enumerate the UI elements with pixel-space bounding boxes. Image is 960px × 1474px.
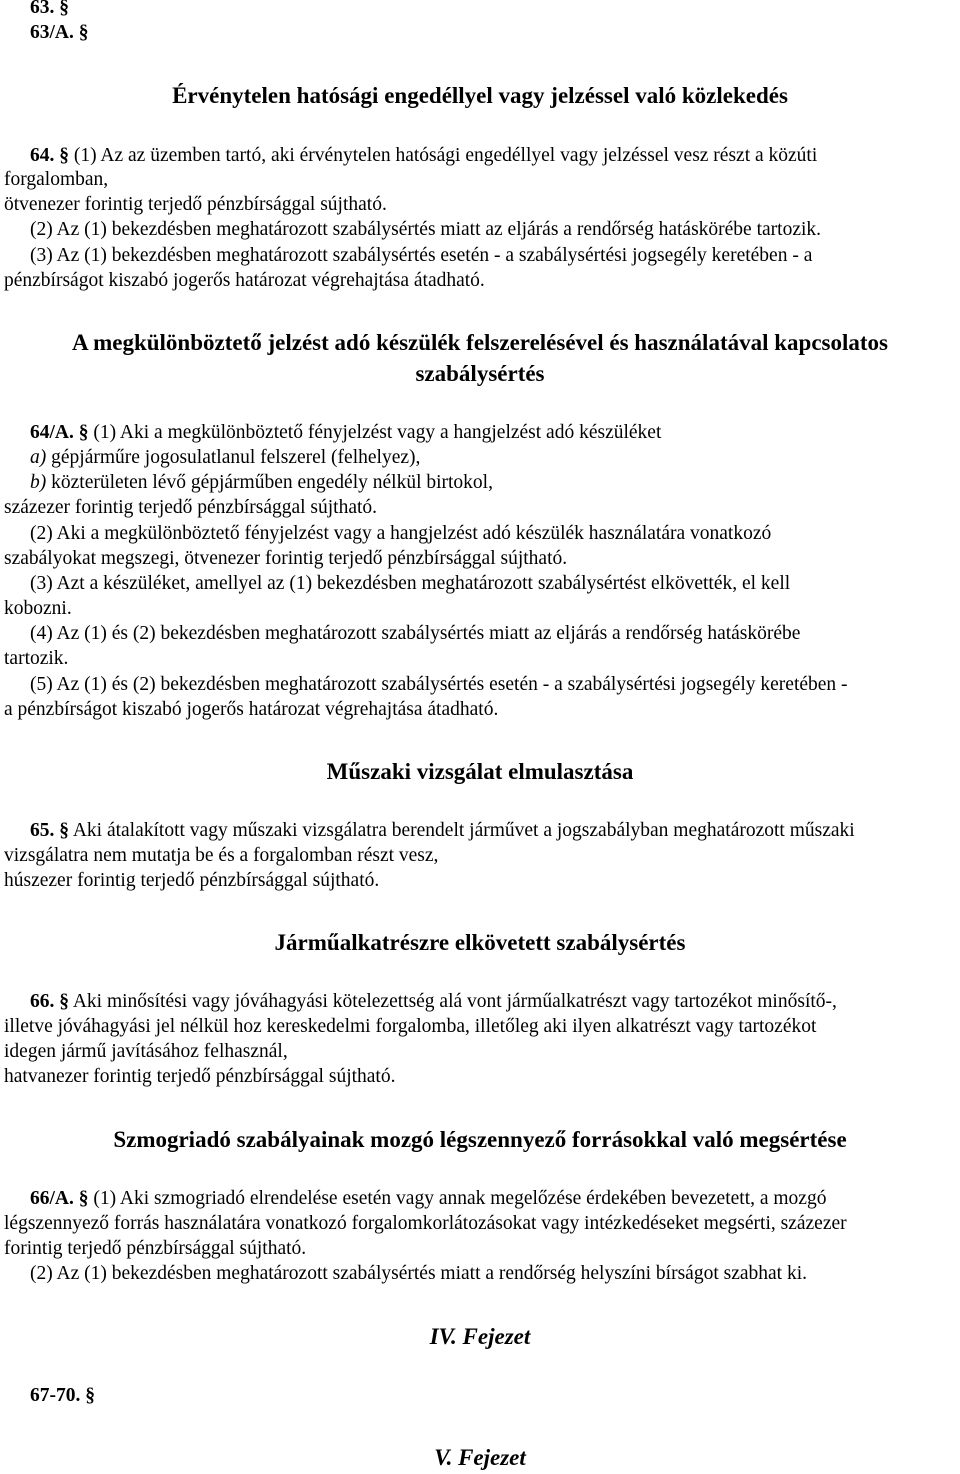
section-64-line-4: (2) Az (1) bekezdésben meghatározott szabálysértés miatt az eljárás a rendőrség hatáskörébe tartozik. [30, 219, 822, 240]
heading-distinguishing-signal-2: szabálysértés [415, 361, 545, 386]
section-64a-line-9: (4) Az (1) és (2) bekezdésben meghatározott szabálysértés miatt az eljárás a rendőrség hatáskörébe [30, 623, 801, 644]
section-66-line-3: idegen jármű javításához felhasznál, [4, 1041, 288, 1062]
section-66a-line-3: forintig terjedő pénzbírsággal sújtható. [4, 1238, 307, 1259]
section-64a-line-11: (5) Az (1) és (2) bekezdésben meghatározott szabálysértés esetén - a szabálysértési jogsegély keretében - [30, 674, 848, 695]
section-64a-line-8: kobozni. [4, 598, 72, 619]
section-64a-number: 64/A. § [30, 422, 89, 443]
section-64-line-2: forgalomban, [4, 169, 109, 190]
section-64-number: 64. § [30, 145, 69, 166]
section-66a-number: 66/A. § [30, 1188, 89, 1209]
section-64a-line-7: (3) Azt a készüléket, amellyel az (1) bekezdésben meghatározott szabálysértést elkövették, el kell [30, 573, 791, 594]
section-64a-line-12: a pénzbírságot kiszabó jogerős határozat végrehajtása átadható. [4, 699, 499, 720]
section-64a-line-1: 64/A. § (1) Aki a megkülönböztető fényjelzést vagy a hangjelzést adó készüléket [30, 422, 662, 443]
section-65-line-3: húszezer forintig terjedő pénzbírsággal sújtható. [4, 870, 380, 891]
section-66-line-1: 66. § Aki minősítési vagy jóváhagyási kötelezettség alá vont járműalkatrészt vagy tartozékot minősítő-, [30, 991, 837, 1012]
section-66a-line-4: (2) Az (1) bekezdésben meghatározott szabálysértés miatt a rendőrség helyszíni bírságot szabhat ki. [30, 1263, 808, 1284]
heading-distinguishing-signal-1: A megkülönböztető jelzést adó készülék felszerelésével és használatával kapcsolatos [72, 330, 888, 355]
section-66-line-4: hatvanezer forintig terjedő pénzbírsággal sújtható. [4, 1066, 396, 1087]
section-66a-line-2: légszennyező forrás használatára vonatkozó forgalomkorlátozásokat vagy intézkedéseket megsérti, százezer [4, 1213, 847, 1234]
section-64a-line-5: (2) Aki a megkülönböztető fényjelzést vagy a hangjelzést adó készülék használatára vonatkozó [30, 523, 772, 544]
section-63-number: 63. § [30, 0, 69, 18]
section-63a-number: 63/A. § [30, 22, 89, 43]
section-67-70-number: 67-70. § [30, 1385, 95, 1406]
section-64-line-5: (3) Az (1) bekezdésben meghatározott szabálysértés esetén - a szabálysértési jogsegély keretében - a [30, 245, 813, 266]
chapter-iv-heading: IV. Fejezet [429, 1324, 531, 1349]
section-64a-point-a: a) gépjárműre jogosulatlanul felszerel (felhelyez), [30, 447, 421, 468]
section-64-line-6: pénzbírságot kiszabó jogerős határozat végrehajtása átadható. [4, 270, 485, 291]
section-64-line-1: 64. § (1) Az az üzemben tartó, aki érvénytelen hatósági engedéllyel vagy jelzéssel vesz részt a közúti [30, 145, 818, 166]
section-64a-point-b: b) közterületen lévő gépjárműben engedély nélkül birtokol, [30, 472, 493, 493]
section-65-number: 65. § [30, 820, 69, 841]
section-64a-line-6: szabályokat megszegi, ötvenezer forintig terjedő pénzbírsággal sújtható. [4, 548, 568, 569]
section-65-line-2: vizsgálatra nem mutatja be és a forgalomban részt vesz, [4, 845, 439, 866]
section-64-line-3: ötvenezer forintig terjedő pénzbírsággal sújtható. [4, 194, 387, 215]
heading-technical-inspection: Műszaki vizsgálat elmulasztása [326, 759, 634, 784]
heading-vehicle-parts: Járműalkatrészre elkövetett szabálysértés [274, 930, 686, 955]
chapter-v-heading: V. Fejezet [434, 1445, 526, 1470]
section-66-number: 66. § [30, 991, 69, 1012]
section-64a-line-4: százezer forintig terjedő pénzbírsággal sújtható. [4, 497, 378, 518]
section-64a-line-10: tartozik. [4, 648, 69, 669]
heading-invalid-permit: Érvénytelen hatósági engedéllyel vagy jelzéssel való közlekedés [172, 83, 788, 108]
heading-smog-alert: Szmogriadó szabályainak mozgó légszennyező forrásokkal való megsértése [113, 1127, 847, 1152]
section-66a-line-1: 66/A. § (1) Aki szmogriadó elrendelése esetén vagy annak megelőzése érdekében bevezetett, a mozgó [30, 1188, 827, 1209]
section-66-line-2: illetve jóváhagyási jel nélkül hoz kereskedelmi forgalomba, illetőleg aki ilyen alkatrészt vagy tartozékot [4, 1016, 817, 1037]
section-65-line-1: 65. § Aki átalakított vagy műszaki vizsgálatra berendelt járművet a jogszabályban meghatározott műszaki [30, 820, 855, 841]
